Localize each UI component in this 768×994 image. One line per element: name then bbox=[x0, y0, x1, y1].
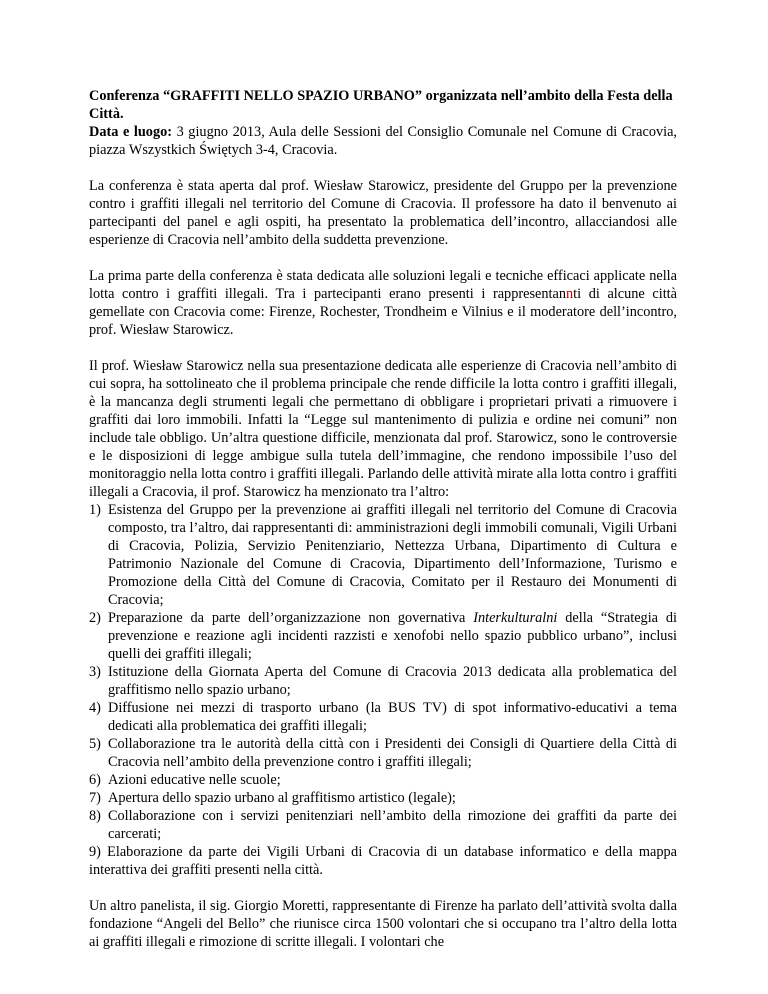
list-text: Istituzione della Giornata Aperta del Comune di Cracovia 2013 dedicata alla problematica del graffitismo nello spazio urbano; bbox=[108, 664, 677, 698]
list-text: Apertura dello spazio urbano al graffitismo artistico (legale); bbox=[108, 790, 456, 806]
list-number: 4) bbox=[89, 700, 101, 716]
list-number: 9) bbox=[89, 844, 101, 860]
list-text-italic: Interkulturalni bbox=[473, 610, 558, 626]
para2-text-a: La prima parte della conferenza è stata dedicata alle soluzioni legali e tecniche efficaci applicate nella lotta contro i graffiti illegali. Tra i partecipanti erano presenti i rappresentan bbox=[89, 268, 677, 302]
list-item bbox=[89, 789, 677, 807]
paragraph-first-part bbox=[89, 267, 677, 339]
activities-list bbox=[89, 501, 677, 879]
para2-red-letter: n bbox=[566, 286, 574, 302]
list-text-b: della “Strategia di prevenzione e reazione agli incidenti razzisti e xenofobi nello spazio pubblico urbano”, inclusi quelli dei graffiti illegali; bbox=[108, 610, 677, 662]
list-item bbox=[89, 771, 677, 789]
list-text-a: Preparazione da parte dell’organizzazione non governativa bbox=[108, 610, 474, 626]
list-text: Collaborazione tra le autorità della città con i Presidenti dei Consigli di Quartiere della Città di Cracovia nell’ambito della prevenzione contro i graffiti illegali; bbox=[108, 736, 677, 770]
date-text: 3 giugno 2013, Aula delle Sessioni del Consiglio Comunale nel Comune di Cracovia, piazza Wszystkich Świętych 3-4, Cracovia. bbox=[89, 124, 678, 158]
paragraph-starowicz bbox=[89, 357, 677, 501]
list-text: Elaborazione da parte dei Vigili Urbani di Cracovia di un database informatico e della mappa interattiva dei graffiti presenti nella città. bbox=[89, 844, 677, 878]
list-item bbox=[89, 663, 677, 699]
list-text: Esistenza del Gruppo per la prevenzione ai graffiti illegali nel territorio del Comune di Cracovia composto, tra l’altro, dai rappresentanti di: amministrazioni degli immobili comunali, Vigili Urbani di Cracovia, Polizia, Servizio Penitenziario, Nettezza Urbana, Dipartimento di Cultura e Patrimonio Nazionale del Comune di Cracovia, Dipartimento dell’Informazione, Turismo e Promozione della Città del Comune di Cracovia, Comitato per il Restauro dei Monumenti di Cracovia; bbox=[108, 502, 677, 608]
para2-text-b: ti di alcune città gemellate con Cracovia come: Firenze, Rochester, Trondheim e Vilnius e il moderatore dell’incontro, prof. Wiesław Starowicz. bbox=[89, 286, 677, 338]
date-label: Data e luogo: bbox=[89, 124, 173, 140]
list-item bbox=[89, 501, 677, 609]
list-number: 1) bbox=[89, 502, 101, 518]
list-number: 8) bbox=[89, 808, 101, 824]
list-number: 3) bbox=[89, 664, 101, 680]
list-item bbox=[89, 735, 677, 771]
list-number: 2) bbox=[89, 610, 101, 626]
date-and-place bbox=[89, 123, 677, 159]
paragraph-moretti: Un altro panelista, il sig. Giorgio Moretti, rappresentante di Firenze ha parlato dell’attività svolta dalla fondazione “Angeli del Bello” che riunisce circa 1500 volontari che si occupano tra l’altro della lotta ai graffiti illegali e rimozione di scritte illegali. I volontari che bbox=[89, 898, 677, 950]
list-item bbox=[89, 609, 677, 663]
title-end: . bbox=[119, 106, 124, 122]
para3-intro: Il prof. Wiesław Starowicz nella sua presentazione dedicata alle esperienze di Cracovia nell’ambito di cui sopra, ha sottolineato che il problema principale che rende difficile la lotta contro i graffiti illegali, è la mancanza degli strumenti legali che permettano di obbligare i proprietari privati a rimuovere i graffiti dai loro immobili. Infatti la “Legge sul mantenimento di pulizia e ordine nei comuni” non include tale obbligo. Un’altra questione difficile, menzionata dal prof. Starowicz, sono le controversie e le disposizioni di legge ambigue sulla tutela dell’immagine, che rendono impossibile l’uso del monitoraggio nella lotta contro i graffiti illegali. Parlando delle attività mirate alla lotta contro i graffiti illegali a Cracovia, il prof. Starowicz ha menzionato tra l’altro: bbox=[89, 358, 677, 500]
list-number: 7) bbox=[89, 790, 101, 806]
title-text: Conferenza “GRAFFITI NELLO SPAZIO URBANO” organizzata nell’ambito della Festa della Città bbox=[89, 88, 673, 122]
document-title bbox=[89, 87, 677, 123]
list-item bbox=[89, 807, 677, 843]
list-number: 5) bbox=[89, 736, 101, 752]
list-text: Diffusione nei mezzi di trasporto urbano (la BUS TV) di spot informativo-educativi a tema dedicati alla problematica dei graffiti illegali; bbox=[108, 700, 677, 734]
document-page bbox=[89, 87, 677, 951]
paragraph-opening: La conferenza è stata aperta dal prof. Wiesław Starowicz, presidente del Gruppo per la prevenzione contro i graffiti illegali nel territorio del Comune di Cracovia. Il professore ha dato il benvenuto ai partecipanti del panel e agli ospiti, ha presentato la problematica dell’incontro, allacciandosi alle esperienze di Cracovia nell’ambito della suddetta prevenzione. bbox=[89, 178, 677, 248]
list-text: Collaborazione con i servizi penitenziari nell’ambito della rimozione dei graffiti da parte dei carcerati; bbox=[108, 808, 677, 842]
list-item bbox=[89, 843, 677, 879]
list-number: 6) bbox=[89, 772, 101, 788]
list-item bbox=[89, 699, 677, 735]
list-text: Azioni educative nelle scuole; bbox=[108, 772, 281, 788]
